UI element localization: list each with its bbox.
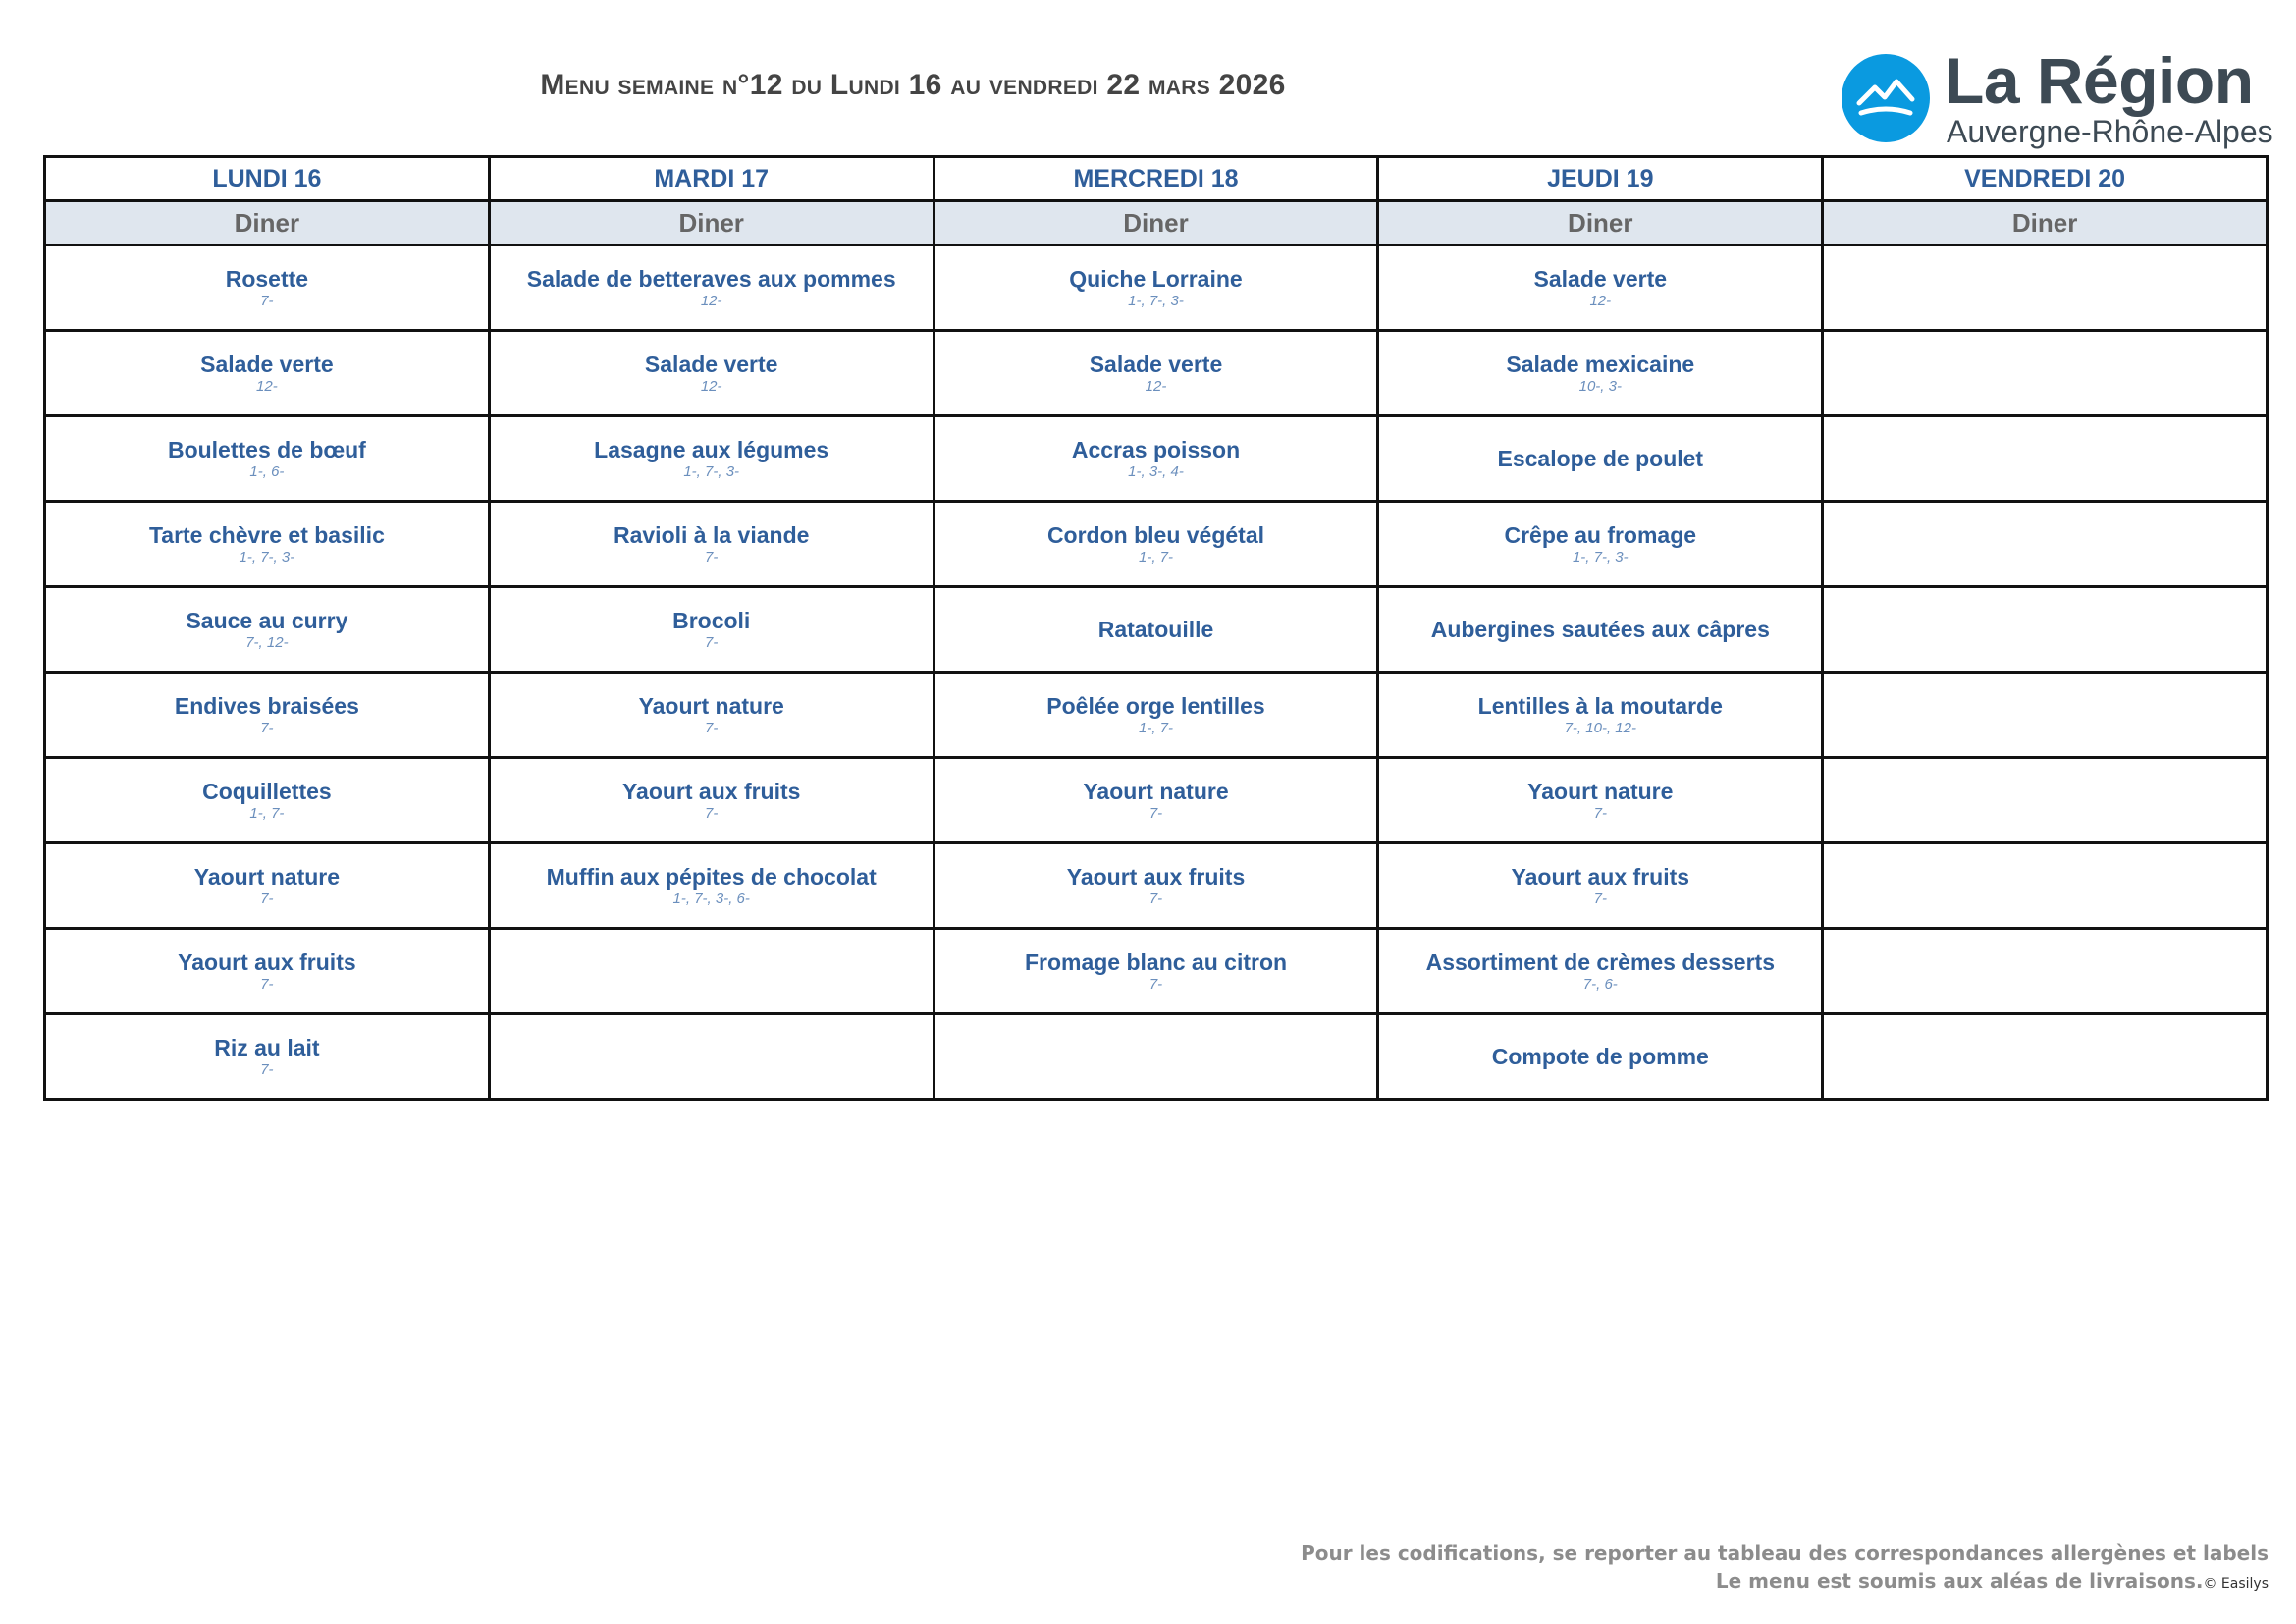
footer-delivery-note: Le menu est soumis aux aléas de livraisons.	[1715, 1569, 2204, 1593]
allergen-codes: 7-	[705, 720, 719, 736]
meal-label: Diner	[489, 201, 934, 245]
dish-cell	[489, 929, 934, 1014]
dish-name: Yaourt aux fruits	[178, 949, 356, 975]
dish-cell	[45, 758, 490, 843]
allergen-codes: 7-	[705, 549, 719, 566]
dish-name: Compote de pomme	[1491, 1044, 1709, 1069]
table-row	[45, 502, 2268, 587]
dish-name: Crêpe au fromage	[1504, 522, 1697, 548]
allergen-codes: 7-	[1148, 976, 1163, 993]
allergen-codes: 7-	[705, 805, 719, 822]
dish-name: Fromage blanc au citron	[1024, 949, 1288, 975]
allergen-codes: 7-	[260, 1061, 274, 1078]
dish-name: Cordon bleu végétal	[1046, 522, 1265, 548]
dish-cell	[1823, 929, 2268, 1014]
dish-name: Coquillettes	[202, 779, 332, 804]
menu-body	[45, 245, 2268, 1100]
dish-cell	[934, 673, 1378, 758]
meal-label: Diner	[1823, 201, 2268, 245]
copyright: © Easilys	[2203, 1576, 2269, 1592]
dish-cell	[934, 502, 1378, 587]
dish-name: Salade mexicaine	[1506, 352, 1695, 377]
meal-label: Diner	[1378, 201, 1823, 245]
dish-name: Brocoli	[672, 608, 751, 633]
allergen-codes: 7-	[1148, 891, 1163, 907]
dish-cell	[45, 1014, 490, 1100]
allergen-codes: 1-, 7-, 3-	[683, 463, 740, 480]
table-row	[45, 331, 2268, 416]
dish-cell	[489, 416, 934, 502]
dish-cell	[1823, 673, 2268, 758]
footer-codification-note: Pour les codifications, se reporter au tableau des correspondances allergènes et labels	[1301, 1542, 2269, 1565]
day-header: MERCREDI 18	[934, 157, 1378, 201]
dish-cell	[489, 1014, 934, 1100]
dish-cell	[1823, 758, 2268, 843]
allergen-codes: 7-	[260, 891, 274, 907]
dish-name: Salade verte	[644, 352, 778, 377]
dish-cell	[1823, 587, 2268, 673]
dish-cell	[934, 331, 1378, 416]
dish-cell	[934, 416, 1378, 502]
dish-name: Boulettes de bœuf	[167, 437, 366, 462]
allergen-codes: 7-, 6-	[1582, 976, 1618, 993]
day-header: VENDREDI 20	[1823, 157, 2268, 201]
dish-cell	[1378, 416, 1823, 502]
dish-cell	[489, 331, 934, 416]
dish-cell	[1378, 929, 1823, 1014]
dish-cell	[1378, 587, 1823, 673]
dish-cell	[1823, 245, 2268, 331]
dish-cell	[1378, 245, 1823, 331]
dish-cell	[934, 758, 1378, 843]
dish-name: Lentilles à la moutarde	[1477, 693, 1723, 719]
dish-cell	[489, 673, 934, 758]
dish-name: Riz au lait	[214, 1035, 320, 1060]
dish-name: Salade verte	[1089, 352, 1223, 377]
dish-cell	[45, 587, 490, 673]
dish-name: Ravioli à la viande	[613, 522, 810, 548]
dish-cell	[934, 929, 1378, 1014]
dish-cell	[45, 929, 490, 1014]
table-row	[45, 1014, 2268, 1100]
dish-name: Muffin aux pépites de chocolat	[546, 864, 877, 890]
allergen-codes: 7-	[1593, 805, 1607, 822]
logo-subtitle: Auvergne-Rhône-Alpes	[1947, 114, 2273, 149]
dish-cell	[1823, 331, 2268, 416]
dish-name: Salade verte	[1533, 266, 1668, 292]
dish-cell	[489, 502, 934, 587]
dish-cell	[1823, 416, 2268, 502]
allergen-codes: 12-	[256, 378, 278, 395]
dish-cell	[45, 843, 490, 929]
dish-name: Salade verte	[200, 352, 334, 377]
allergen-codes: 12-	[700, 378, 722, 395]
allergen-codes: 7-	[705, 634, 719, 651]
dish-name: Yaourt aux fruits	[621, 779, 801, 804]
dish-cell	[1378, 502, 1823, 587]
region-logo	[1842, 44, 2273, 155]
dish-cell	[1378, 843, 1823, 929]
allergen-codes: 1-, 6-	[249, 463, 285, 480]
day-header: LUNDI 16	[45, 157, 490, 201]
dish-cell	[489, 587, 934, 673]
allergen-codes: 1-, 7-	[1138, 720, 1173, 736]
dish-name: Rosette	[225, 266, 309, 292]
dish-name: Tarte chèvre et basilic	[148, 522, 385, 548]
dish-name: Escalope de poulet	[1497, 446, 1704, 471]
day-header: MARDI 17	[489, 157, 934, 201]
table-row	[45, 758, 2268, 843]
allergen-codes: 7-, 12-	[245, 634, 289, 651]
allergen-codes: 12-	[1589, 293, 1612, 309]
dish-name: Salade de betteraves aux pommes	[526, 266, 896, 292]
dish-cell	[934, 1014, 1378, 1100]
allergen-codes: 7-, 10-, 12-	[1564, 720, 1636, 736]
dish-name: Yaourt nature	[193, 864, 341, 890]
dish-cell	[489, 758, 934, 843]
dish-cell	[1823, 843, 2268, 929]
allergen-codes: 7-	[1148, 805, 1163, 822]
dish-cell	[1378, 331, 1823, 416]
logo-name: La Région	[1945, 44, 2254, 117]
dish-cell	[45, 331, 490, 416]
dish-cell	[45, 673, 490, 758]
dish-name: Aubergines sautées aux câpres	[1430, 617, 1770, 642]
dish-name: Quiche Lorraine	[1069, 266, 1243, 292]
table-row	[45, 416, 2268, 502]
table-row	[45, 929, 2268, 1014]
dish-cell	[1823, 1014, 2268, 1100]
dish-name: Poêlée orge lentilles	[1046, 693, 1265, 719]
table-row	[45, 587, 2268, 673]
dish-name: Yaourt nature	[1083, 779, 1229, 804]
dish-name: Accras poisson	[1071, 437, 1241, 462]
table-row	[45, 245, 2268, 331]
allergen-codes: 7-	[260, 720, 274, 736]
allergen-codes: 1-, 3-, 4-	[1128, 463, 1184, 480]
dish-name: Assortiment de crèmes desserts	[1425, 949, 1775, 975]
allergen-codes: 1-, 7-, 3-	[239, 549, 295, 566]
dish-name: Yaourt nature	[638, 693, 784, 719]
dish-name: Sauce au curry	[186, 608, 348, 633]
allergen-codes: 1-, 7-, 3-	[1128, 293, 1184, 309]
mountain-logo-icon	[1842, 54, 1930, 142]
dish-cell	[45, 245, 490, 331]
dish-name: Yaourt aux fruits	[1066, 864, 1246, 890]
dish-cell	[489, 843, 934, 929]
dish-cell	[45, 502, 490, 587]
dish-cell	[934, 843, 1378, 929]
allergen-codes: 1-, 7-	[249, 805, 285, 822]
footer-note	[1301, 1540, 2269, 1597]
allergen-codes: 1-, 7-, 3-, 6-	[672, 891, 750, 907]
page-title: Menu semaine n°12 du Lundi 16 au vendredi 22 mars 2026	[540, 69, 1286, 101]
dish-cell	[934, 587, 1378, 673]
dish-cell	[1823, 502, 2268, 587]
dish-cell	[45, 416, 490, 502]
day-header: JEUDI 19	[1378, 157, 1823, 201]
dish-cell	[1378, 673, 1823, 758]
allergen-codes: 7-	[260, 293, 274, 309]
allergen-codes: 7-	[260, 976, 274, 993]
table-row	[45, 673, 2268, 758]
allergen-codes: 10-, 3-	[1578, 378, 1622, 395]
allergen-codes: 12-	[700, 293, 722, 309]
meal-label: Diner	[934, 201, 1378, 245]
allergen-codes: 1-, 7-	[1138, 549, 1173, 566]
menu-table	[43, 155, 2269, 1101]
dish-name: Lasagne aux légumes	[594, 437, 829, 462]
dish-cell	[1378, 1014, 1823, 1100]
allergen-codes: 12-	[1145, 378, 1167, 395]
dish-name: Ratatouille	[1097, 617, 1214, 642]
dish-cell	[934, 245, 1378, 331]
dish-name: Yaourt nature	[1527, 779, 1674, 804]
meal-label: Diner	[45, 201, 490, 245]
dish-cell	[489, 245, 934, 331]
day-header-row	[45, 157, 2268, 201]
meal-header-row	[45, 201, 2268, 245]
dish-cell	[1378, 758, 1823, 843]
allergen-codes: 1-, 7-, 3-	[1572, 549, 1629, 566]
table-row	[45, 843, 2268, 929]
allergen-codes: 7-	[1593, 891, 1607, 907]
dish-name: Yaourt aux fruits	[1511, 864, 1690, 890]
dish-name: Endives braisées	[174, 693, 359, 719]
